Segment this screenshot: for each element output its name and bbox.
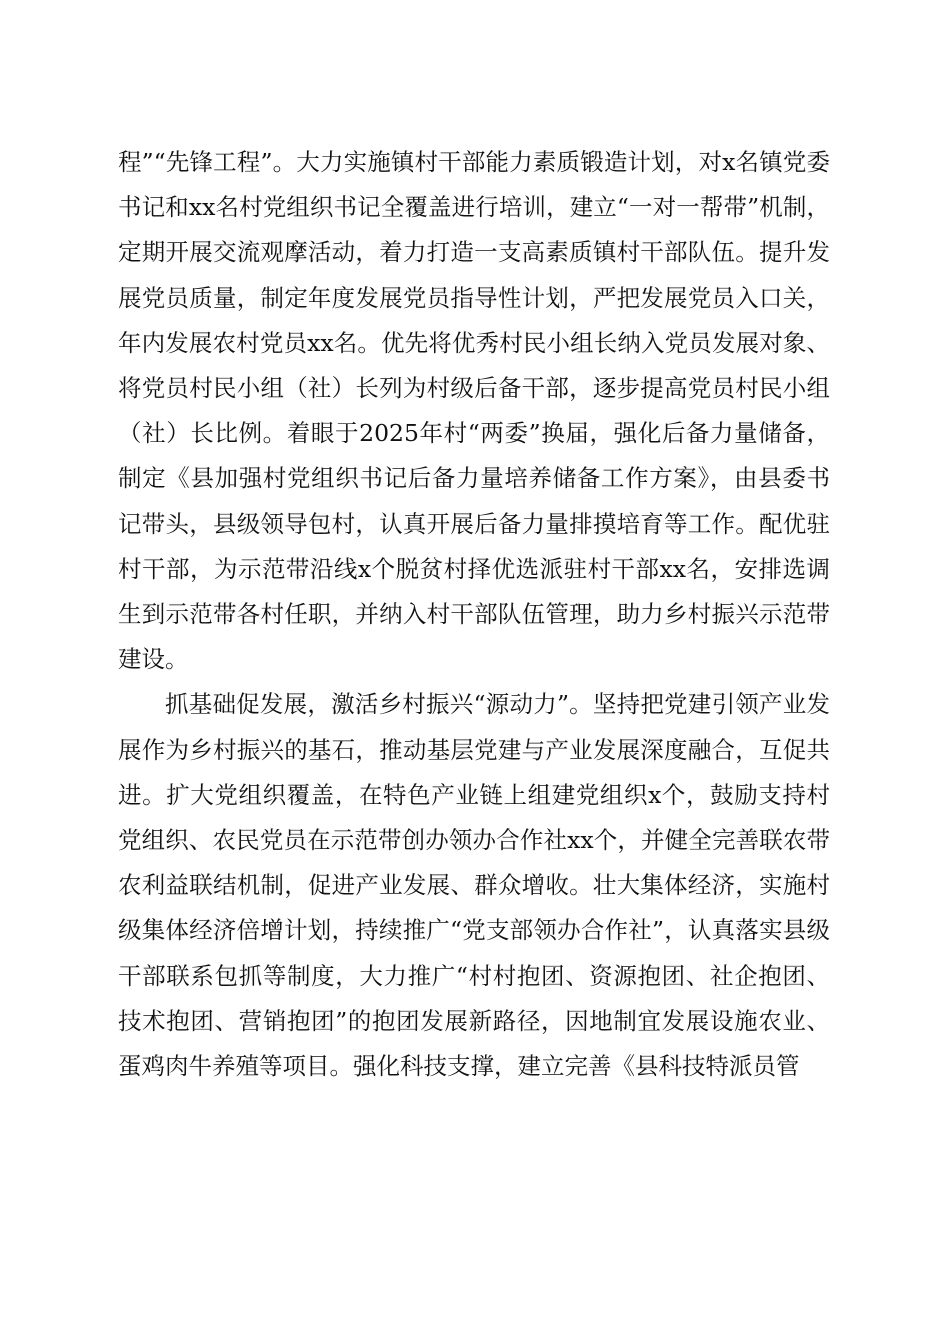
paragraph-continued: 程”“先锋工程”。大力实施镇村干部能力素质锻造计划，对x名镇党委书记和xx名村党组织书记全覆盖进行培训，建立“一对一帮带”机制，定期开展交流观摩活动，着力打造一支高素质镇村干部队伍。提升发展党员质量，制定年度发展党员指导性计划，严把发展党员入口关，年内发展农村党员xx名。优先将优秀村民小组长纳入党员发展对象、将党员村民小组（社）长列为村级后备干部，逐步提高党员村民小组（社）长比例。着眼于2025年村“两委”换届，强化后备力量储备，制定《县加强村党组织书记后备力量培养储备工作方案》，由县委书记带头，县级领导包村，认真开展后备力量排摸培育等工作。配优驻村干部，为示范带沿线x个脱贫村择优选派驻村干部xx名，安排选调生到示范带各村任职，并纳入村干部队伍管理，助力乡村振兴示范带建设。 [118, 148, 830, 674]
paragraph-grassroots-development: 抓基础促发展，激活乡村振兴“源动力”。坚持把党建引领产业发展作为乡村振兴的基石，推动基层党建与产业发展深度融合，互促共进。扩大党组织覆盖，在特色产业链上组建党组织x个，鼓励支持村党组织、农民党员在示范带创办领办合作社xx个，并健全完善联农带农利益联结机制，促进产业发展、群众增收。壮大集体经济，实施村级集体经济倍增计划，持续推广“党支部领办合作社”，认真落实县级干部联系包抓等制度，大力推广“村村抱团、资源抱团、社企抱团、技术抱团、营销抱团”的抱团发展新路径，因地制宜发展设施农业、蛋鸡肉牛养殖等项目。强化科技支撑，建立完善《县科技特派员管 [118, 690, 830, 1081]
document-body [118, 140, 830, 1089]
